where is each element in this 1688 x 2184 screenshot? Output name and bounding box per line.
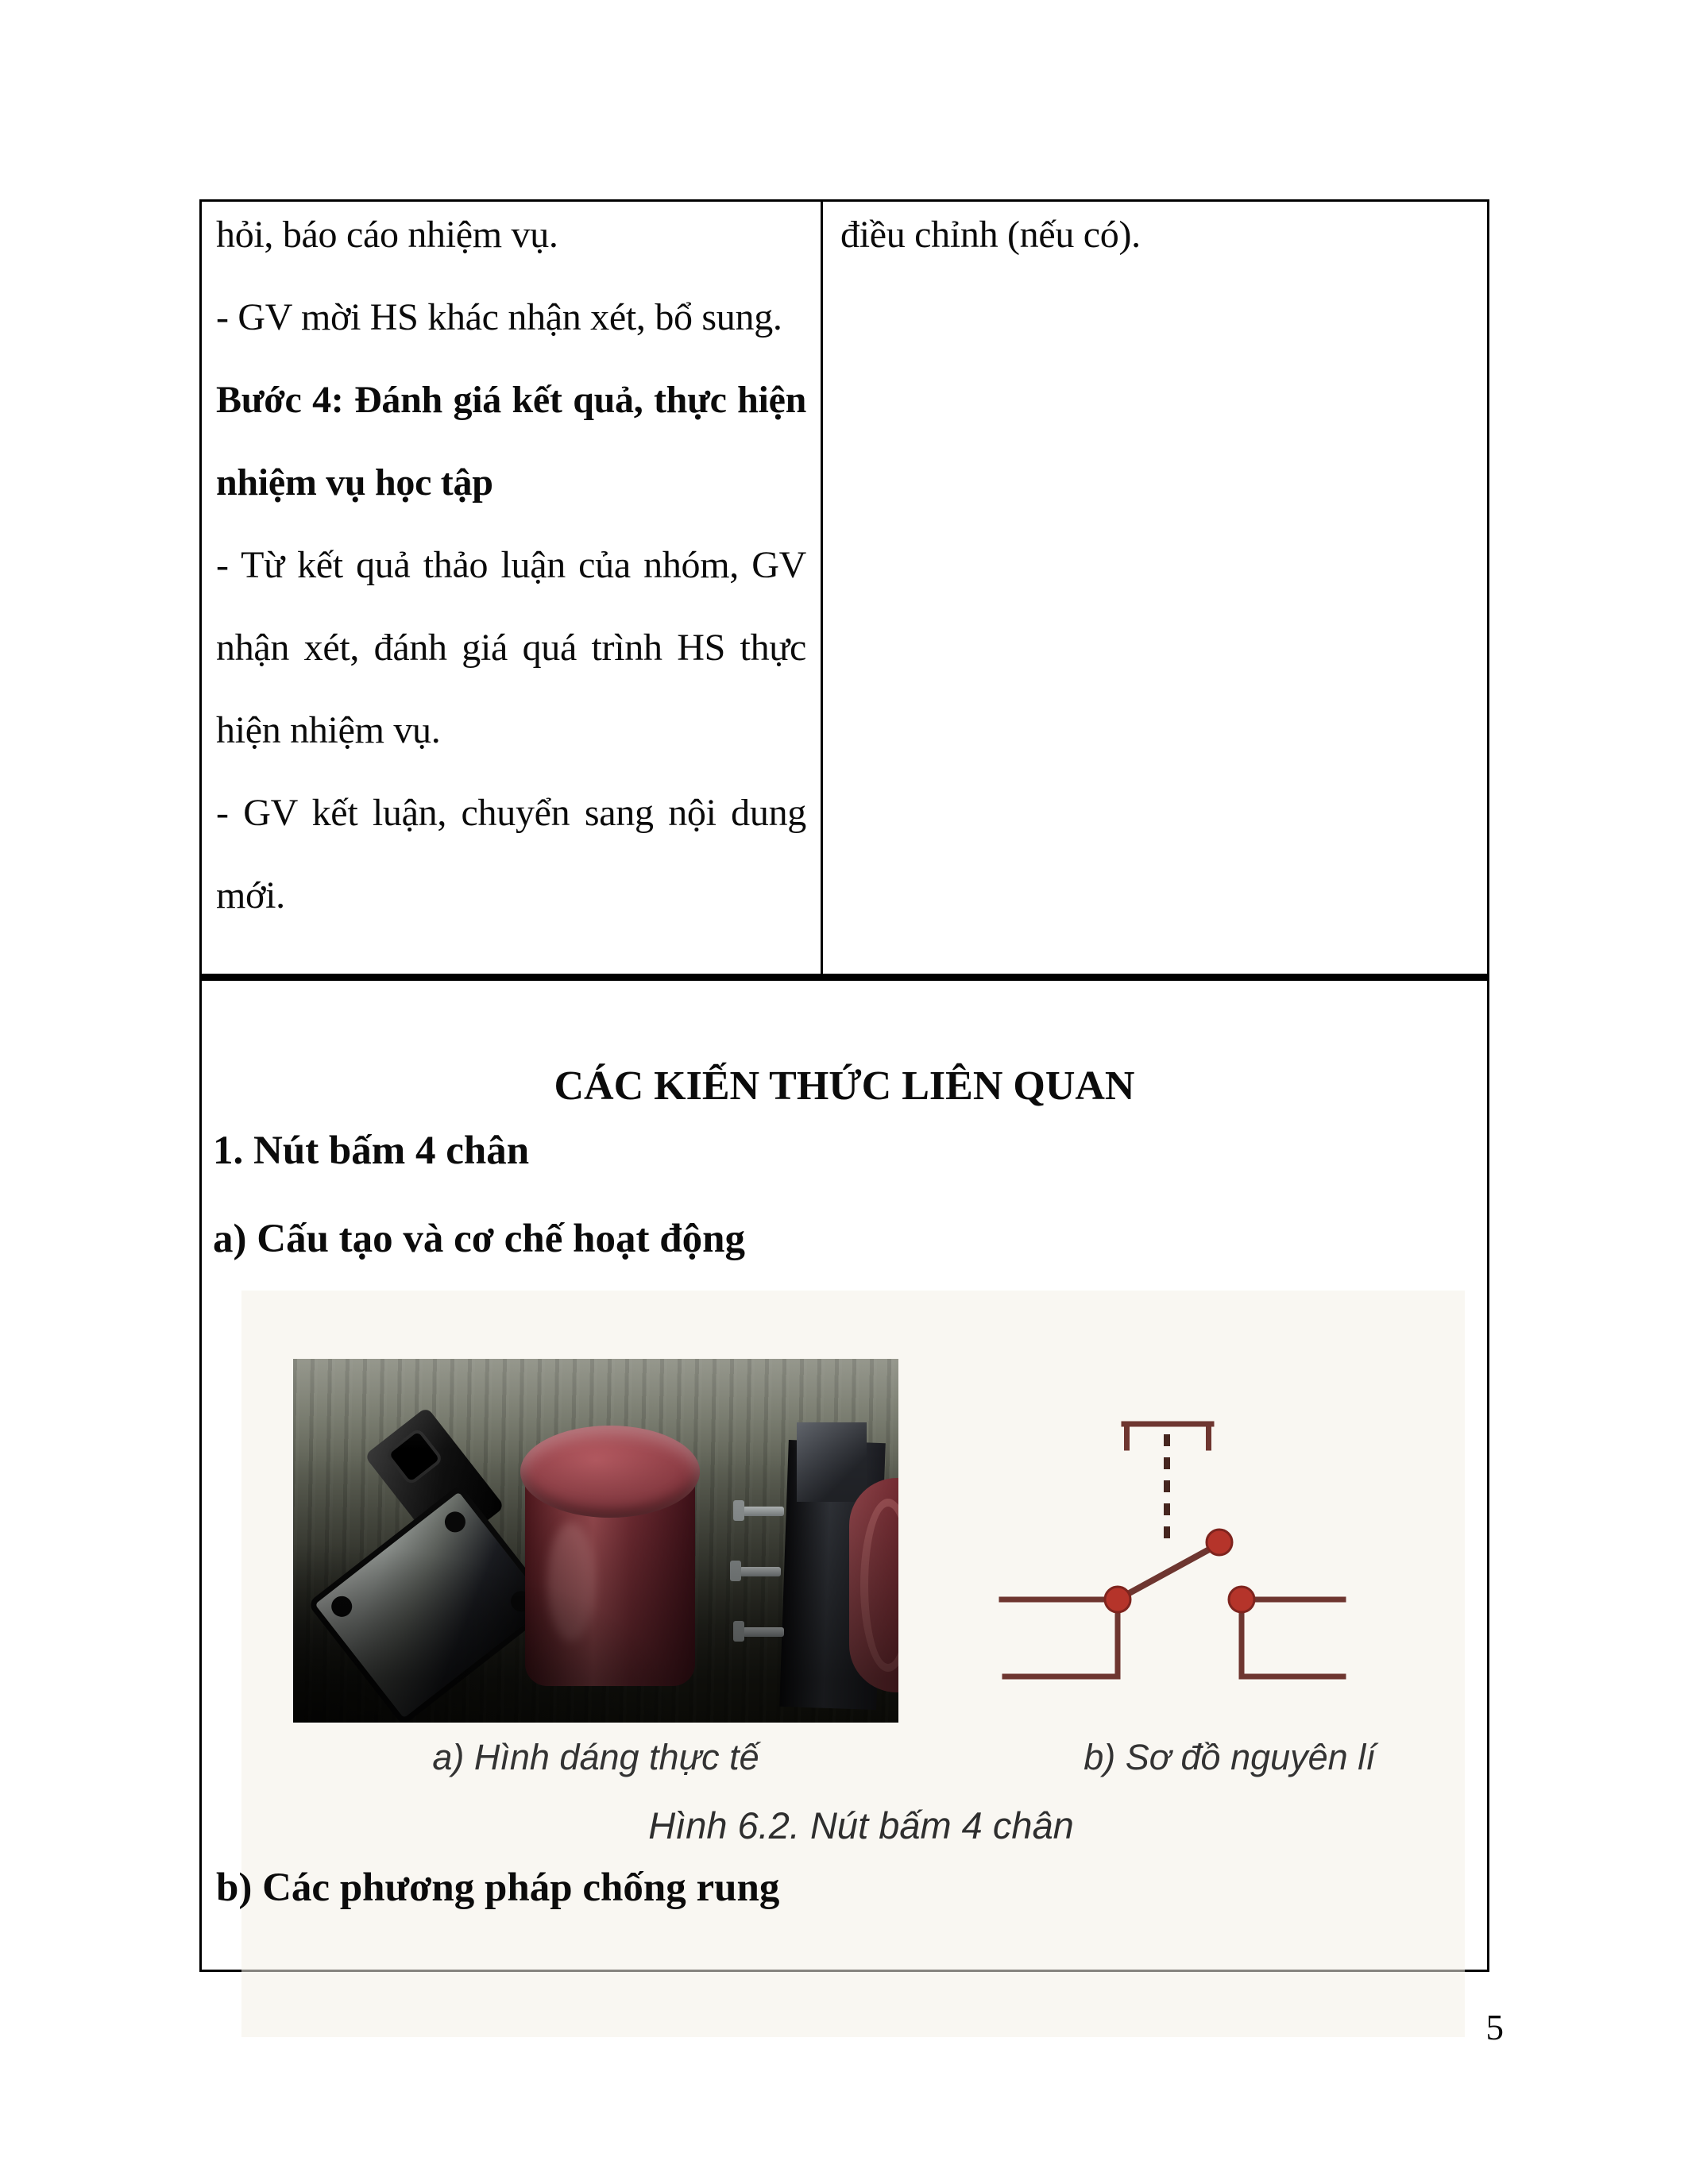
left-contact-dot bbox=[1105, 1587, 1130, 1612]
switch-schematic-diagram bbox=[979, 1410, 1393, 1688]
table-text-line: Bước 4: Đánh giá kết quả, thực hiện bbox=[216, 379, 806, 421]
table-text-line: nhiệm vụ học tập bbox=[216, 461, 493, 504]
table-text-line: hiện nhiệm vụ. bbox=[216, 709, 441, 751]
lesson-activity-table bbox=[199, 199, 1489, 976]
heading-button-4-pin: 1. Nút bấm 4 chân bbox=[213, 1129, 530, 1173]
moving-contact-arm bbox=[1118, 1544, 1219, 1599]
page-number: 5 bbox=[1485, 2008, 1504, 2047]
heading-structure-mechanism: a) Cấu tạo và cơ chế hoạt động bbox=[213, 1217, 745, 1261]
figure-caption-photo: a) Hình dáng thực tế bbox=[432, 1737, 759, 1777]
table-column-divider bbox=[821, 202, 823, 974]
heading-debounce-methods: b) Các phương pháp chống rung bbox=[216, 1866, 780, 1910]
knowledge-section-box bbox=[199, 976, 1489, 1972]
table-cell-teacher-activities bbox=[202, 194, 821, 937]
table-cell-expected-products bbox=[823, 194, 1487, 276]
figure-caption-schematic: b) Sơ đồ nguyên lí bbox=[1083, 1737, 1376, 1777]
table-text-line: điều chỉnh (nếu có). bbox=[840, 214, 1141, 256]
section-title: CÁC KIẾN THỨC LIÊN QUAN bbox=[554, 1063, 1135, 1109]
moving-contact-dot bbox=[1207, 1530, 1232, 1555]
right-contact-dot bbox=[1229, 1587, 1254, 1612]
push-buttons-photo bbox=[293, 1359, 898, 1723]
table-text-line: mới. bbox=[216, 874, 285, 916]
table-text-line: nhận xét, đánh giá quá trình HS thực bbox=[216, 627, 806, 669]
table-text-line: hỏi, báo cáo nhiệm vụ. bbox=[216, 214, 558, 256]
photo-shading bbox=[293, 1359, 898, 1723]
table-text-line: - Từ kết quả thảo luận của nhóm, GV bbox=[216, 544, 806, 586]
table-text-line: - GV mời HS khác nhận xét, bổ sung. bbox=[216, 296, 782, 338]
table-text-line: - GV kết luận, chuyển sang nội dung bbox=[216, 792, 806, 834]
figure-caption-main: Hình 6.2. Nút bấm 4 chân bbox=[648, 1804, 1074, 1846]
